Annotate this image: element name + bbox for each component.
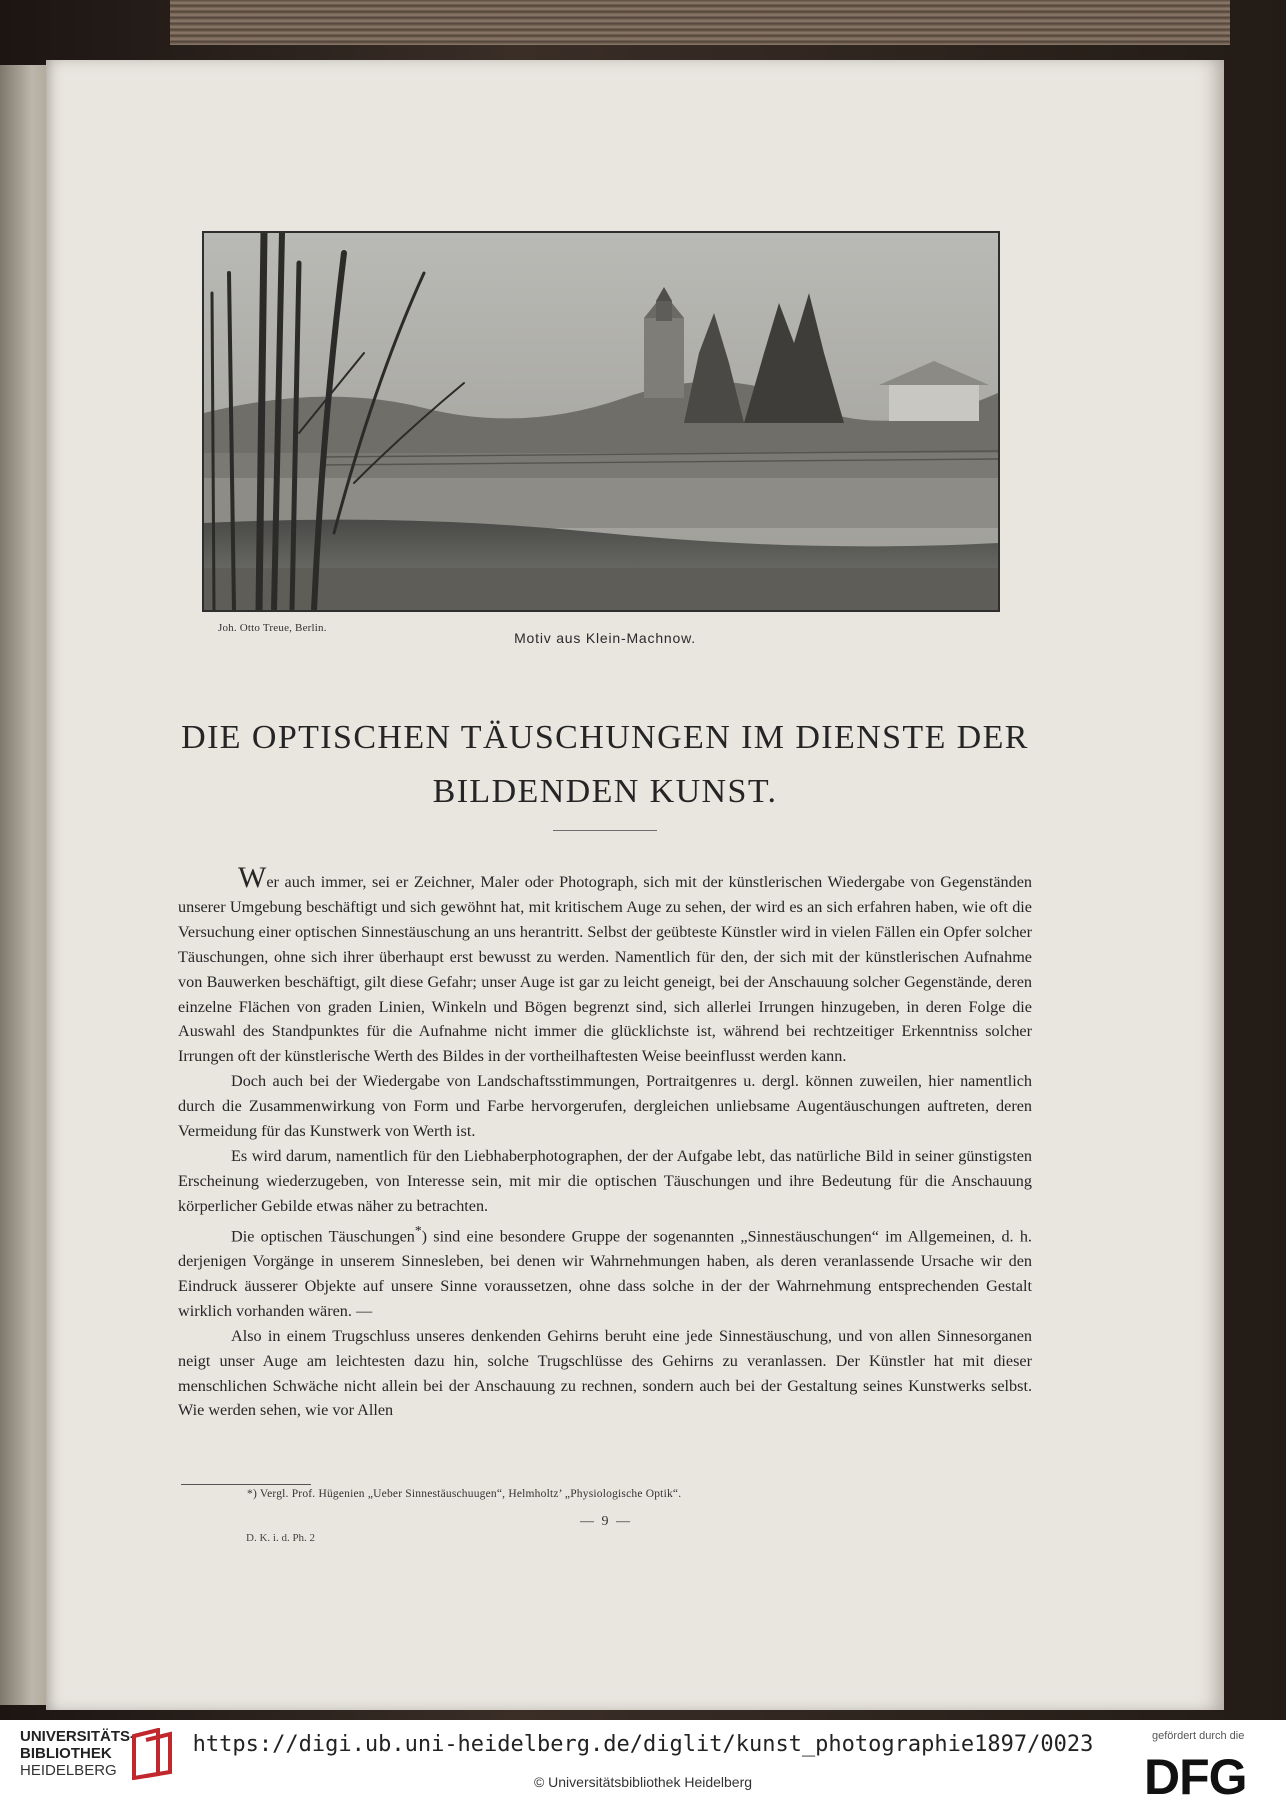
paragraph-4-rest: ) sind eine besondere Gruppe der sogenannten „Sinnestäuschungen“ im Allgemeinen, d. h. derjenigen Vorgänge in unserem Sinnesleben, bei denen wir Wahrnehmungen haben, als deren veranlassende Ursache wir den Eindruck äusserer Objekte auf unsere Sinne voraussetzen, ohne dass solche in der der Wahrnehmung entsprechenden Gestalt wirklich vorhanden wären. — bbox=[178, 1227, 1032, 1320]
copyright-notice: © Universitätsbibliothek Heidelberg bbox=[533, 1774, 753, 1790]
dfg-logo[interactable]: DFG bbox=[1144, 1749, 1247, 1805]
photo-credit: Joh. Otto Treue, Berlin. bbox=[218, 622, 327, 634]
paragraph-4-start: Die optischen Täuschungen bbox=[231, 1227, 415, 1246]
library-name-1: UNIVERSITÄTS- bbox=[20, 1728, 136, 1745]
paragraph-5: Also in einem Trugschluss unseres denkenden Gehirns beruht eine jede Sinnestäuschung, und von allen Sinnesorganen neigt unser Auge am leichtesten dazu hin, solche Trugschlüsse des Gehirns zu veranlassen. Der Künstler hat mit dieser menschlichen Schwäche nicht allein bei der Anschauung zu rechnen, sondern auch bei der Gestaltung seines Kunstwerks selbst. Wie werden sehen, wie vor Allen bbox=[178, 1326, 1032, 1420]
paragraph-2: Doch auch bei der Wiedergabe von Landschaftsstimmungen, Portraitgenres u. dergl. können zuweilen, hier namentlich durch die Zusammenwirkung von Form und Farbe hervorgerufen, dergleichen unliebsame Augentäuschungen auftreten, deren Vermeidung für das Kunstwerk von Werth ist. bbox=[178, 1072, 1032, 1141]
footnote-marker: * bbox=[414, 1222, 422, 1238]
footnote: *) Vergl. Prof. Hügenien „Ueber Sinnestäuschuugen“, Helmholtz’ „Physiologische Optik“. bbox=[247, 1488, 682, 1500]
title-divider bbox=[553, 830, 657, 831]
funding-label: gefördert durch die bbox=[1152, 1730, 1245, 1742]
photo-illustration bbox=[204, 233, 998, 610]
article-title bbox=[170, 711, 1040, 819]
landscape-photograph bbox=[202, 231, 1000, 612]
paragraph-4 bbox=[178, 1219, 1032, 1324]
article-body bbox=[178, 861, 1032, 1423]
page-number: — 9 — bbox=[580, 1514, 632, 1529]
paragraph-3: Es wird darum, namentlich für den Liebhaberphotographen, der der Aufgabe lebt, das natürliche Bild in seiner günstigsten Erscheinung wiederzugeben, von Interesse sein, mit mir die optischen Täuschungen und ihre Bedeutung für die Anschauung körperlicher Gebilde etwas näher zu betrachten. bbox=[178, 1146, 1032, 1215]
drop-cap: W bbox=[238, 861, 267, 894]
paragraph-1 bbox=[178, 861, 1032, 1069]
footnote-divider bbox=[181, 1484, 311, 1485]
photo-caption: Motiv aus Klein-Machnow. bbox=[514, 630, 696, 646]
permalink-url[interactable]: https://digi.ub.uni-heidelberg.de/diglit/kunst_photographie1897/0023 bbox=[192, 1732, 1094, 1757]
printer-signature: D. K. i. d. Ph. 2 bbox=[246, 1532, 316, 1544]
library-name-3: HEIDELBERG bbox=[20, 1762, 117, 1779]
title-line-2: BILDENDEN KUNST. bbox=[432, 773, 778, 810]
book-cover-edge bbox=[170, 0, 1230, 45]
paragraph-1-text: er auch immer, sei er Zeichner, Maler oder Photograph, sich mit der künstlerischen Wiedergabe von Gegenständen unserer Umgebung beschäftigt und sich gewöhnt hat, mit kritischem Auge zu sehen, der wird es an sich erfahren haben, wie oft die Versuchung einer optischen Sinnestäuschung an uns herantritt. Selbst der geübteste Künstler wird in vielen Fällen ein Opfer solcher Täuschungen, ohne sich ihrer überhaupt erst bewusst zu werden. Namentlich für den, der sich mit der künstlerischen Aufnahme von Bauwerken beschäftigt, gilt diese Gefahr; unser Auge ist gar zu leicht geneigt, bei der Anschauung solcher Gegenstände, deren einzelne Flächen von graden Linien, Winkeln und Bögen begrenzt sind, sich allerlei Irrungen hinzugeben, in deren Folge die Auswahl des Standpunktes für die Aufnahme nicht immer die glücklichste ist, während bei rechtzeitiger Erkenntniss solcher Irrungen oft der künstlerische Werth des Bildes in der vortheilhaftesten Weise beeinflusst werden kann. bbox=[178, 873, 1032, 1066]
library-name-2: BIBLIOTHEK bbox=[20, 1745, 112, 1762]
title-line-1: DIE OPTISCHEN TÄUSCHUNGEN IM DIENSTE DER bbox=[181, 719, 1029, 756]
